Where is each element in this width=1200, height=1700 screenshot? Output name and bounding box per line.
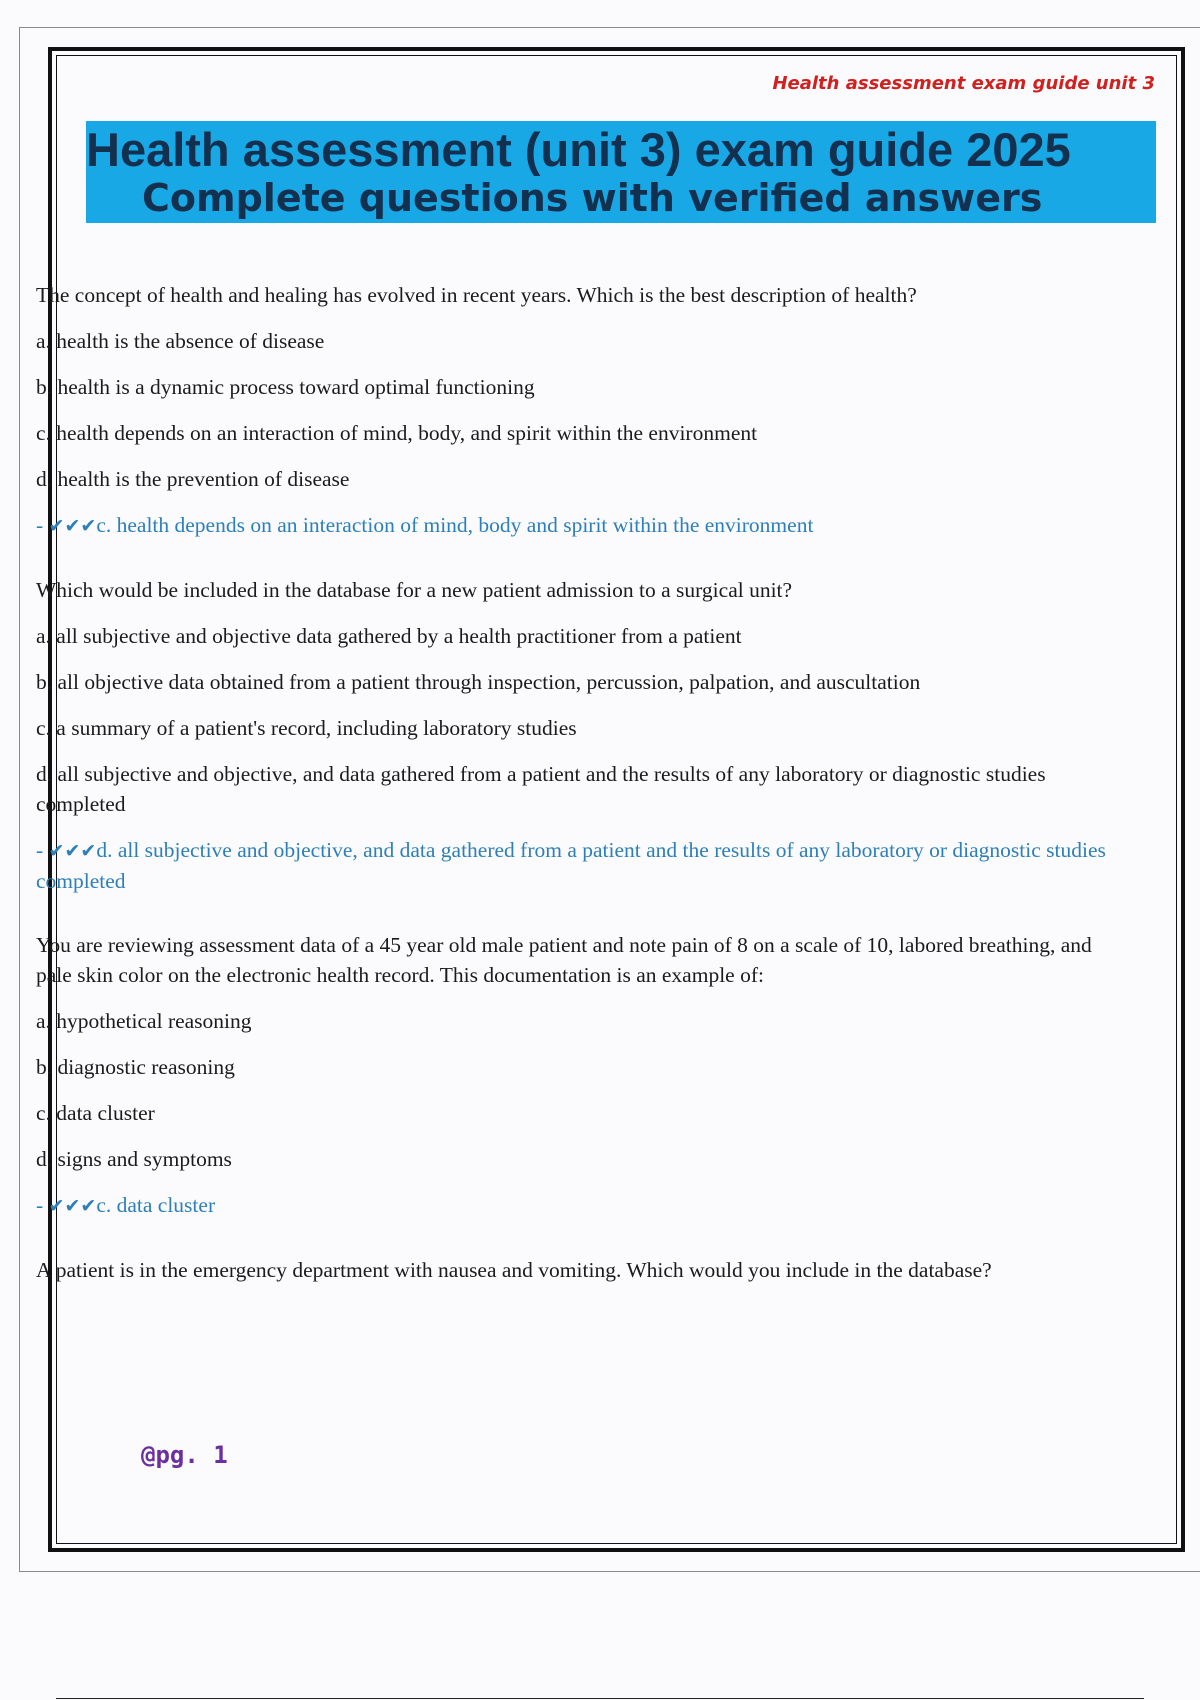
- question-prompt: The concept of health and healing has evolved in recent years. Which is the best description of health?: [36, 283, 917, 307]
- answer-option: a. all subjective and objective data gathered by a health practitioner from a patient: [36, 624, 742, 648]
- checkmark-icon: ✔✔✔: [48, 1195, 97, 1217]
- verified-answer: [36, 835, 1106, 896]
- running-header: Health assessment exam guide unit 3: [772, 73, 1155, 94]
- question-prompt: A patient is in the emergency department with nausea and vomiting. Which would you include in the database?: [36, 1258, 992, 1282]
- answer-option: a. health is the absence of disease: [36, 329, 325, 353]
- checkmark-icon: ✔✔✔: [48, 515, 97, 537]
- answer-option: b. health is a dynamic process toward optimal functioning: [36, 375, 535, 399]
- answer-text: c. health depends on an interaction of mind, body and spirit within the environment: [96, 513, 814, 537]
- answer-option: d. health is the prevention of disease: [36, 467, 350, 491]
- question-prompt: You are reviewing assessment data of a 45 year old male patient and note pain of 8 on a scale of 10, labored breathing, and pale skin color on the electronic health record. This documentation is an example of:: [36, 933, 1092, 987]
- question-block: [36, 575, 1106, 896]
- question-prompt: Which would be included in the database for a new patient admission to a surgical unit?: [36, 578, 793, 602]
- answer-option: d. all subjective and objective, and data gathered from a patient and the results of any laboratory or diagnostic studies completed: [36, 762, 1046, 816]
- answer-option: d. signs and symptoms: [36, 1147, 232, 1171]
- question-block: [36, 930, 1106, 1221]
- question-list: [36, 280, 1106, 1319]
- answer-option: b. all objective data obtained from a patient through inspection, percussion, palpation, and auscultation: [36, 670, 921, 694]
- verified-answer: [36, 1190, 1106, 1221]
- title-banner: [86, 121, 1156, 223]
- answer-text: d. all subjective and objective, and data gathered from a patient and the results of any laboratory or diagnostic studies completed: [36, 838, 1106, 893]
- footer-divider: [56, 1698, 1144, 1699]
- answer-option: b. diagnostic reasoning: [36, 1055, 235, 1079]
- answer-option: c. a summary of a patient's record, including laboratory studies: [36, 716, 577, 740]
- answer-option: c. health depends on an interaction of mind, body, and spirit within the environment: [36, 421, 758, 445]
- question-block: [36, 1255, 1106, 1285]
- answer-dash: -: [36, 838, 49, 862]
- answer-option: c. data cluster: [36, 1101, 155, 1125]
- answer-dash: -: [36, 1193, 49, 1217]
- answer-dash: -: [36, 513, 49, 537]
- page-subtitle: Complete questions with verified answers: [142, 176, 1043, 220]
- checkmark-icon: ✔✔✔: [48, 840, 97, 862]
- answer-option: a. hypothetical reasoning: [36, 1009, 252, 1033]
- page-number: @pg. 1: [141, 1441, 228, 1469]
- question-block: [36, 280, 1106, 541]
- page-title: Health assessment (unit 3) exam guide 2025: [86, 123, 1071, 176]
- verified-answer: [36, 510, 1106, 541]
- answer-text: c. data cluster: [96, 1193, 216, 1217]
